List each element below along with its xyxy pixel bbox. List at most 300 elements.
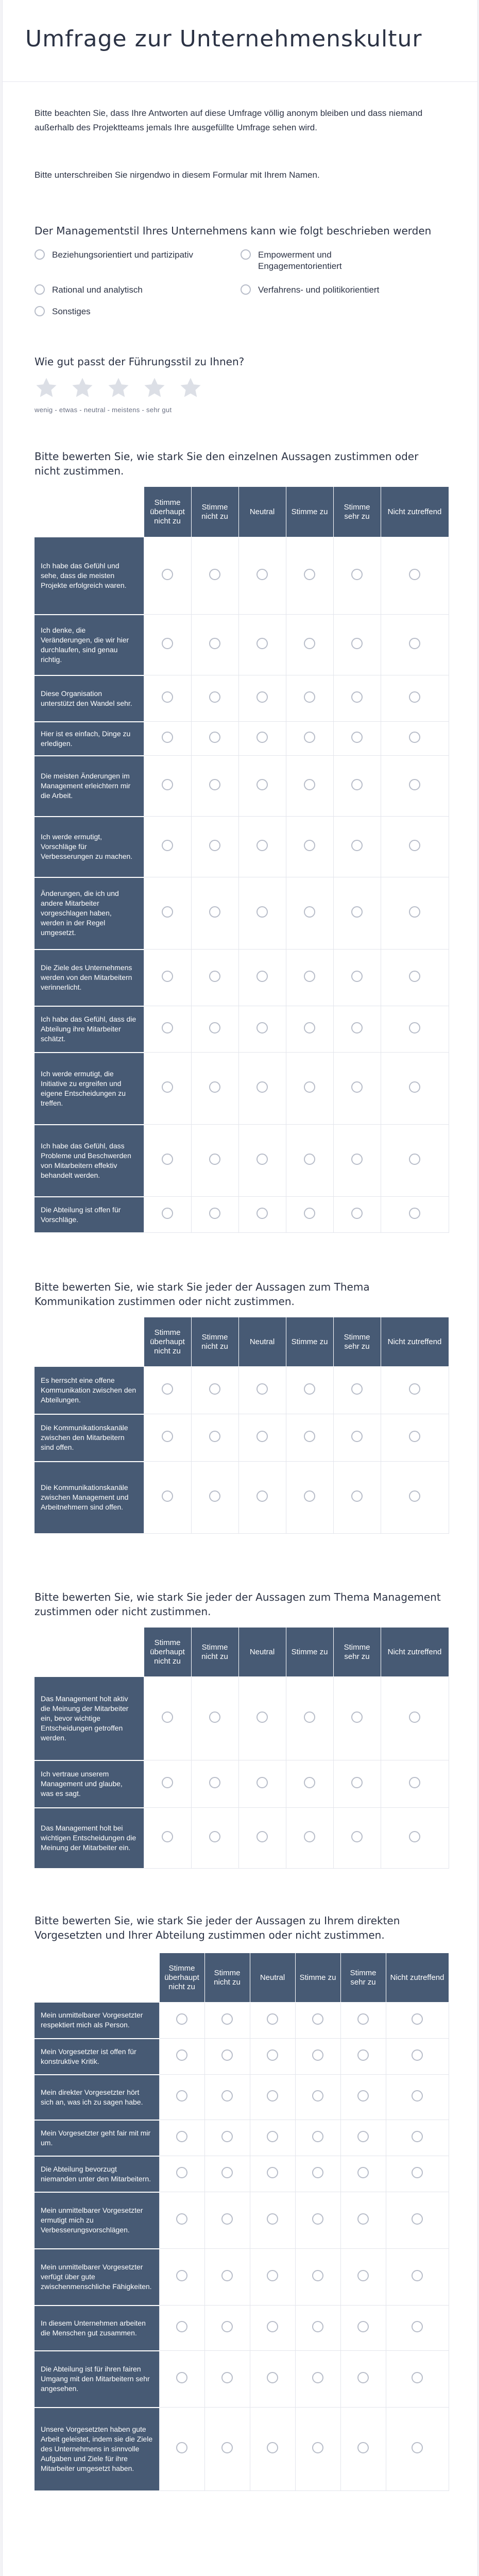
matrix-cell[interactable]: [386, 2306, 449, 2351]
matrix-radio[interactable]: [256, 971, 268, 982]
matrix-radio[interactable]: [256, 1831, 268, 1842]
matrix-radio[interactable]: [312, 2049, 323, 2061]
matrix-radio[interactable]: [162, 1490, 173, 1502]
matrix-cell[interactable]: [333, 950, 381, 1006]
radio-circle[interactable]: [35, 284, 45, 295]
matrix-cell[interactable]: [238, 1125, 286, 1197]
matrix-radio[interactable]: [209, 1022, 220, 1033]
matrix-cell[interactable]: [191, 1414, 238, 1462]
matrix-radio[interactable]: [256, 691, 268, 703]
matrix-cell[interactable]: [250, 2120, 295, 2156]
matrix-radio[interactable]: [351, 569, 363, 580]
matrix-cell[interactable]: [238, 1053, 286, 1125]
matrix-cell[interactable]: [381, 722, 449, 756]
matrix-cell[interactable]: [333, 877, 381, 950]
matrix-radio[interactable]: [357, 2270, 369, 2281]
star-icon[interactable]: [107, 376, 130, 400]
matrix-radio[interactable]: [267, 2442, 278, 2453]
matrix-radio[interactable]: [209, 1081, 220, 1093]
matrix-cell[interactable]: [204, 2249, 250, 2306]
matrix-radio[interactable]: [256, 779, 268, 790]
matrix-radio[interactable]: [162, 1777, 173, 1788]
matrix-radio[interactable]: [304, 638, 315, 649]
matrix-cell[interactable]: [238, 615, 286, 675]
matrix-radio[interactable]: [221, 2270, 233, 2281]
matrix-radio[interactable]: [162, 1154, 173, 1165]
matrix-radio[interactable]: [351, 732, 363, 743]
matrix-radio[interactable]: [176, 2270, 187, 2281]
matrix-cell[interactable]: [250, 2351, 295, 2408]
matrix-radio[interactable]: [176, 2131, 187, 2142]
matrix-radio[interactable]: [304, 1431, 315, 1442]
matrix-radio[interactable]: [304, 1490, 315, 1502]
matrix-radio[interactable]: [256, 840, 268, 851]
matrix-radio[interactable]: [209, 840, 220, 851]
matrix-radio[interactable]: [312, 2442, 323, 2453]
radio-option[interactable]: [35, 306, 230, 317]
matrix-radio[interactable]: [304, 1777, 315, 1788]
matrix-cell[interactable]: [159, 2192, 204, 2249]
matrix-radio[interactable]: [357, 2090, 369, 2102]
matrix-radio[interactable]: [176, 2049, 187, 2061]
matrix-radio[interactable]: [162, 569, 173, 580]
matrix-cell[interactable]: [159, 2003, 204, 2039]
matrix-radio[interactable]: [209, 1711, 220, 1723]
matrix-radio[interactable]: [312, 2131, 323, 2142]
matrix-radio[interactable]: [351, 638, 363, 649]
matrix-radio[interactable]: [312, 2213, 323, 2225]
matrix-radio[interactable]: [357, 2013, 369, 2025]
matrix-cell[interactable]: [250, 2306, 295, 2351]
matrix-cell[interactable]: [340, 2156, 386, 2192]
matrix-cell[interactable]: [238, 1197, 286, 1233]
matrix-radio[interactable]: [409, 1154, 420, 1165]
matrix-cell[interactable]: [191, 1677, 238, 1760]
matrix-radio[interactable]: [351, 1081, 363, 1093]
radio-option[interactable]: [241, 249, 374, 272]
matrix-cell[interactable]: [159, 2306, 204, 2351]
matrix-radio[interactable]: [351, 1711, 363, 1723]
matrix-radio[interactable]: [351, 1154, 363, 1165]
matrix-radio[interactable]: [162, 971, 173, 982]
matrix-cell[interactable]: [286, 817, 333, 877]
matrix-radio[interactable]: [357, 2372, 369, 2383]
matrix-cell[interactable]: [286, 950, 333, 1006]
matrix-cell[interactable]: [333, 1125, 381, 1197]
matrix-radio[interactable]: [256, 569, 268, 580]
matrix-cell[interactable]: [191, 675, 238, 722]
matrix-cell[interactable]: [250, 2156, 295, 2192]
matrix-radio[interactable]: [357, 2049, 369, 2061]
matrix-cell[interactable]: [191, 817, 238, 877]
matrix-cell[interactable]: [386, 2075, 449, 2120]
matrix-cell[interactable]: [340, 2306, 386, 2351]
matrix-radio[interactable]: [312, 2167, 323, 2178]
matrix-radio[interactable]: [351, 691, 363, 703]
matrix-radio[interactable]: [304, 1081, 315, 1093]
radio-circle[interactable]: [241, 249, 251, 260]
matrix-cell[interactable]: [204, 2003, 250, 2039]
matrix-radio[interactable]: [256, 1431, 268, 1442]
matrix-radio[interactable]: [357, 2167, 369, 2178]
matrix-radio[interactable]: [304, 971, 315, 982]
matrix-cell[interactable]: [238, 817, 286, 877]
matrix-radio[interactable]: [412, 2321, 423, 2332]
matrix-cell[interactable]: [381, 817, 449, 877]
matrix-cell[interactable]: [144, 615, 191, 675]
matrix-radio[interactable]: [409, 1431, 420, 1442]
matrix-radio[interactable]: [412, 2049, 423, 2061]
matrix-radio[interactable]: [304, 1208, 315, 1219]
matrix-cell[interactable]: [238, 1677, 286, 1760]
matrix-radio[interactable]: [176, 2372, 187, 2383]
matrix-cell[interactable]: [238, 722, 286, 756]
matrix-cell[interactable]: [381, 675, 449, 722]
star-icon[interactable]: [71, 376, 94, 400]
matrix-cell[interactable]: [386, 2039, 449, 2075]
matrix-cell[interactable]: [191, 1125, 238, 1197]
matrix-cell[interactable]: [340, 2351, 386, 2408]
matrix-radio[interactable]: [209, 971, 220, 982]
matrix-radio[interactable]: [209, 1490, 220, 1502]
matrix-radio[interactable]: [256, 638, 268, 649]
matrix-radio[interactable]: [409, 1777, 420, 1788]
matrix-cell[interactable]: [381, 1197, 449, 1233]
matrix-radio[interactable]: [176, 2013, 187, 2025]
matrix-radio[interactable]: [256, 1081, 268, 1093]
matrix-cell[interactable]: [340, 2249, 386, 2306]
matrix-radio[interactable]: [409, 1022, 420, 1033]
matrix-cell[interactable]: [295, 2192, 340, 2249]
matrix-radio[interactable]: [267, 2213, 278, 2225]
matrix-radio[interactable]: [304, 569, 315, 580]
matrix-radio[interactable]: [412, 2270, 423, 2281]
matrix-cell[interactable]: [191, 756, 238, 817]
matrix-cell[interactable]: [333, 615, 381, 675]
matrix-radio[interactable]: [209, 1777, 220, 1788]
matrix-radio[interactable]: [221, 2013, 233, 2025]
matrix-cell[interactable]: [386, 2351, 449, 2408]
matrix-radio[interactable]: [209, 1831, 220, 1842]
matrix-cell[interactable]: [386, 2003, 449, 2039]
matrix-cell[interactable]: [191, 1462, 238, 1534]
matrix-cell[interactable]: [386, 2120, 449, 2156]
matrix-cell[interactable]: [381, 1462, 449, 1534]
matrix-cell[interactable]: [144, 722, 191, 756]
matrix-cell[interactable]: [238, 1760, 286, 1808]
matrix-radio[interactable]: [256, 1711, 268, 1723]
matrix-radio[interactable]: [256, 732, 268, 743]
matrix-radio[interactable]: [209, 1154, 220, 1165]
matrix-cell[interactable]: [340, 2039, 386, 2075]
matrix-cell[interactable]: [191, 1006, 238, 1053]
star-icon[interactable]: [143, 376, 166, 400]
matrix-cell[interactable]: [386, 2156, 449, 2192]
matrix-radio[interactable]: [256, 1383, 268, 1395]
matrix-cell[interactable]: [286, 1125, 333, 1197]
matrix-cell[interactable]: [204, 2192, 250, 2249]
matrix-cell[interactable]: [238, 1367, 286, 1414]
matrix-radio[interactable]: [409, 691, 420, 703]
matrix-cell[interactable]: [381, 1808, 449, 1869]
matrix-radio[interactable]: [409, 1081, 420, 1093]
matrix-radio[interactable]: [162, 1081, 173, 1093]
matrix-radio[interactable]: [209, 1383, 220, 1395]
matrix-cell[interactable]: [333, 1760, 381, 1808]
matrix-radio[interactable]: [176, 2090, 187, 2102]
matrix-cell[interactable]: [191, 1808, 238, 1869]
matrix-cell[interactable]: [295, 2120, 340, 2156]
matrix-cell[interactable]: [191, 950, 238, 1006]
matrix-radio[interactable]: [351, 1022, 363, 1033]
matrix-radio[interactable]: [209, 691, 220, 703]
matrix-radio[interactable]: [357, 2131, 369, 2142]
matrix-cell[interactable]: [286, 1006, 333, 1053]
matrix-cell[interactable]: [238, 1414, 286, 1462]
matrix-cell[interactable]: [340, 2192, 386, 2249]
matrix-cell[interactable]: [286, 675, 333, 722]
matrix-radio[interactable]: [162, 638, 173, 649]
matrix-radio[interactable]: [412, 2090, 423, 2102]
matrix-radio[interactable]: [312, 2321, 323, 2332]
matrix-radio[interactable]: [304, 1154, 315, 1165]
matrix-radio[interactable]: [304, 1711, 315, 1723]
matrix-radio[interactable]: [409, 638, 420, 649]
matrix-cell[interactable]: [144, 1414, 191, 1462]
matrix-cell[interactable]: [386, 2192, 449, 2249]
matrix-radio[interactable]: [221, 2442, 233, 2453]
matrix-radio[interactable]: [256, 906, 268, 918]
matrix-radio[interactable]: [412, 2213, 423, 2225]
matrix-cell[interactable]: [381, 1760, 449, 1808]
matrix-cell[interactable]: [159, 2075, 204, 2120]
matrix-radio[interactable]: [221, 2372, 233, 2383]
matrix-cell[interactable]: [381, 1414, 449, 1462]
matrix-cell[interactable]: [286, 537, 333, 615]
matrix-radio[interactable]: [409, 906, 420, 918]
matrix-cell[interactable]: [333, 1053, 381, 1125]
matrix-radio[interactable]: [351, 971, 363, 982]
matrix-radio[interactable]: [412, 2167, 423, 2178]
matrix-radio[interactable]: [357, 2442, 369, 2453]
matrix-cell[interactable]: [191, 1760, 238, 1808]
matrix-cell[interactable]: [340, 2120, 386, 2156]
matrix-radio[interactable]: [162, 1711, 173, 1723]
matrix-radio[interactable]: [351, 1431, 363, 1442]
matrix-cell[interactable]: [286, 1808, 333, 1869]
matrix-radio[interactable]: [409, 1831, 420, 1842]
matrix-cell[interactable]: [144, 1677, 191, 1760]
matrix-radio[interactable]: [312, 2013, 323, 2025]
matrix-cell[interactable]: [144, 1808, 191, 1869]
matrix-cell[interactable]: [159, 2039, 204, 2075]
matrix-radio[interactable]: [409, 971, 420, 982]
matrix-cell[interactable]: [238, 1808, 286, 1869]
matrix-cell[interactable]: [381, 950, 449, 1006]
matrix-radio[interactable]: [221, 2131, 233, 2142]
matrix-cell[interactable]: [286, 1053, 333, 1125]
matrix-cell[interactable]: [381, 1125, 449, 1197]
matrix-cell[interactable]: [250, 2408, 295, 2491]
matrix-cell[interactable]: [340, 2003, 386, 2039]
matrix-cell[interactable]: [250, 2249, 295, 2306]
matrix-radio[interactable]: [412, 2013, 423, 2025]
matrix-cell[interactable]: [286, 756, 333, 817]
matrix-radio[interactable]: [409, 732, 420, 743]
matrix-radio[interactable]: [304, 732, 315, 743]
matrix-cell[interactable]: [286, 1197, 333, 1233]
matrix-radio[interactable]: [267, 2131, 278, 2142]
matrix-radio[interactable]: [409, 1490, 420, 1502]
matrix-radio[interactable]: [209, 732, 220, 743]
matrix-cell[interactable]: [386, 2408, 449, 2491]
matrix-radio[interactable]: [351, 1208, 363, 1219]
matrix-radio[interactable]: [221, 2049, 233, 2061]
matrix-cell[interactable]: [191, 1197, 238, 1233]
matrix-cell[interactable]: [144, 1197, 191, 1233]
matrix-radio[interactable]: [409, 1711, 420, 1723]
matrix-cell[interactable]: [286, 1367, 333, 1414]
matrix-cell[interactable]: [381, 1006, 449, 1053]
matrix-cell[interactable]: [386, 2249, 449, 2306]
matrix-radio[interactable]: [412, 2131, 423, 2142]
matrix-radio[interactable]: [209, 1431, 220, 1442]
matrix-cell[interactable]: [191, 537, 238, 615]
matrix-cell[interactable]: [204, 2039, 250, 2075]
matrix-cell[interactable]: [204, 2306, 250, 2351]
matrix-cell[interactable]: [238, 537, 286, 615]
matrix-cell[interactable]: [381, 537, 449, 615]
matrix-radio[interactable]: [267, 2270, 278, 2281]
matrix-cell[interactable]: [159, 2408, 204, 2491]
matrix-cell[interactable]: [144, 1053, 191, 1125]
matrix-radio[interactable]: [267, 2321, 278, 2332]
matrix-radio[interactable]: [176, 2213, 187, 2225]
matrix-radio[interactable]: [409, 1208, 420, 1219]
matrix-radio[interactable]: [267, 2090, 278, 2102]
matrix-radio[interactable]: [267, 2167, 278, 2178]
matrix-radio[interactable]: [256, 1208, 268, 1219]
matrix-cell[interactable]: [333, 1197, 381, 1233]
matrix-cell[interactable]: [286, 1462, 333, 1534]
matrix-cell[interactable]: [191, 1053, 238, 1125]
matrix-cell[interactable]: [381, 1677, 449, 1760]
matrix-radio[interactable]: [304, 1831, 315, 1842]
matrix-cell[interactable]: [295, 2351, 340, 2408]
matrix-cell[interactable]: [144, 950, 191, 1006]
matrix-radio[interactable]: [221, 2321, 233, 2332]
matrix-radio[interactable]: [409, 1383, 420, 1395]
matrix-cell[interactable]: [333, 675, 381, 722]
matrix-cell[interactable]: [204, 2156, 250, 2192]
matrix-radio[interactable]: [304, 840, 315, 851]
matrix-radio[interactable]: [176, 2321, 187, 2332]
matrix-radio[interactable]: [304, 1022, 315, 1033]
matrix-cell[interactable]: [381, 756, 449, 817]
matrix-cell[interactable]: [295, 2249, 340, 2306]
radio-circle[interactable]: [35, 249, 45, 260]
matrix-radio[interactable]: [304, 906, 315, 918]
matrix-radio[interactable]: [412, 2442, 423, 2453]
matrix-cell[interactable]: [238, 756, 286, 817]
matrix-radio[interactable]: [256, 1022, 268, 1033]
matrix-cell[interactable]: [286, 722, 333, 756]
matrix-cell[interactable]: [340, 2408, 386, 2491]
matrix-radio[interactable]: [412, 2372, 423, 2383]
matrix-radio[interactable]: [256, 1777, 268, 1788]
matrix-radio[interactable]: [409, 840, 420, 851]
matrix-cell[interactable]: [144, 1367, 191, 1414]
matrix-cell[interactable]: [381, 1367, 449, 1414]
matrix-cell[interactable]: [204, 2120, 250, 2156]
matrix-cell[interactable]: [238, 675, 286, 722]
matrix-cell[interactable]: [238, 950, 286, 1006]
matrix-cell[interactable]: [159, 2351, 204, 2408]
matrix-radio[interactable]: [409, 569, 420, 580]
matrix-cell[interactable]: [159, 2120, 204, 2156]
matrix-radio[interactable]: [267, 2372, 278, 2383]
matrix-cell[interactable]: [144, 817, 191, 877]
matrix-cell[interactable]: [191, 722, 238, 756]
matrix-radio[interactable]: [267, 2049, 278, 2061]
matrix-cell[interactable]: [295, 2408, 340, 2491]
matrix-radio[interactable]: [221, 2090, 233, 2102]
matrix-radio[interactable]: [209, 779, 220, 790]
matrix-radio[interactable]: [304, 691, 315, 703]
matrix-cell[interactable]: [144, 675, 191, 722]
matrix-cell[interactable]: [295, 2306, 340, 2351]
matrix-radio[interactable]: [209, 906, 220, 918]
matrix-radio[interactable]: [162, 906, 173, 918]
matrix-cell[interactable]: [144, 1462, 191, 1534]
matrix-radio[interactable]: [221, 2167, 233, 2178]
matrix-radio[interactable]: [162, 732, 173, 743]
matrix-cell[interactable]: [144, 1760, 191, 1808]
matrix-radio[interactable]: [162, 1208, 173, 1219]
matrix-cell[interactable]: [333, 1677, 381, 1760]
radio-option[interactable]: [35, 284, 230, 296]
matrix-radio[interactable]: [304, 1383, 315, 1395]
matrix-cell[interactable]: [286, 1677, 333, 1760]
matrix-radio[interactable]: [162, 1022, 173, 1033]
matrix-cell[interactable]: [333, 1462, 381, 1534]
matrix-radio[interactable]: [357, 2321, 369, 2332]
matrix-cell[interactable]: [250, 2003, 295, 2039]
matrix-cell[interactable]: [204, 2351, 250, 2408]
matrix-cell[interactable]: [333, 1367, 381, 1414]
matrix-cell[interactable]: [333, 537, 381, 615]
matrix-cell[interactable]: [333, 722, 381, 756]
matrix-cell[interactable]: [191, 615, 238, 675]
matrix-cell[interactable]: [286, 1414, 333, 1462]
matrix-radio[interactable]: [162, 691, 173, 703]
matrix-radio[interactable]: [409, 779, 420, 790]
matrix-cell[interactable]: [238, 1462, 286, 1534]
star-rating[interactable]: [35, 376, 215, 400]
matrix-cell[interactable]: [159, 2156, 204, 2192]
matrix-radio[interactable]: [162, 840, 173, 851]
matrix-radio[interactable]: [312, 2270, 323, 2281]
matrix-cell[interactable]: [381, 877, 449, 950]
matrix-cell[interactable]: [191, 877, 238, 950]
matrix-radio[interactable]: [162, 779, 173, 790]
star-icon[interactable]: [35, 376, 58, 400]
matrix-radio[interactable]: [162, 1831, 173, 1842]
matrix-cell[interactable]: [333, 1006, 381, 1053]
matrix-cell[interactable]: [238, 877, 286, 950]
matrix-cell[interactable]: [144, 877, 191, 950]
matrix-cell[interactable]: [250, 2192, 295, 2249]
